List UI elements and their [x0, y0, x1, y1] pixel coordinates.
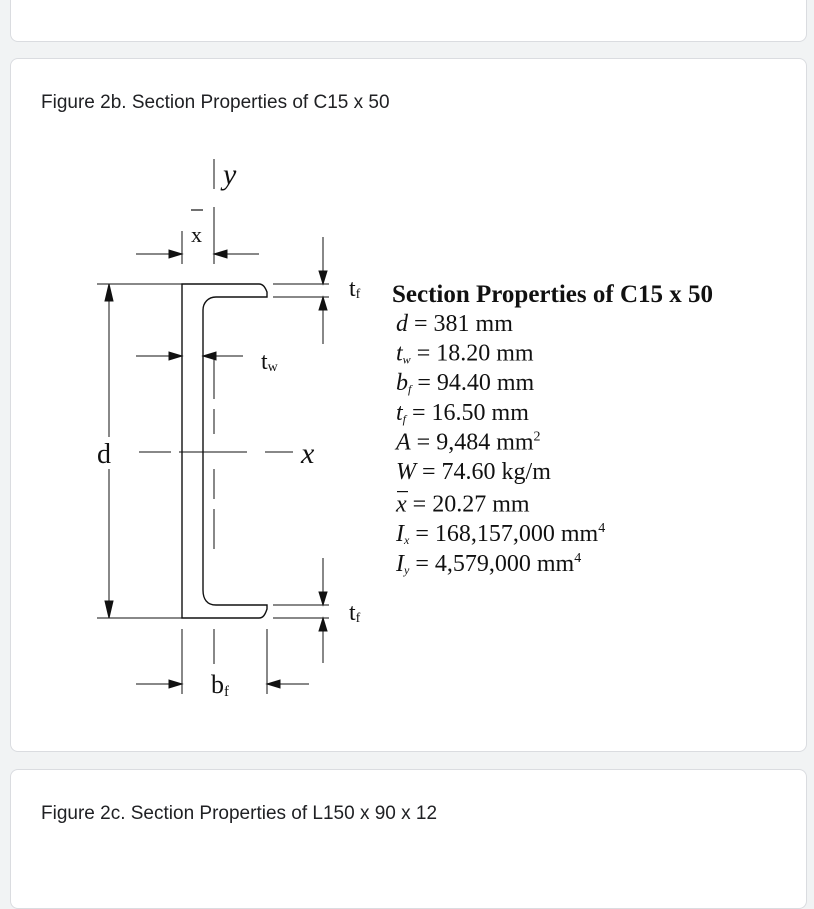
- property-value: = 4,579,000 mm: [409, 550, 575, 577]
- bf-label: bf: [211, 670, 229, 700]
- dimension-lines: [97, 159, 329, 694]
- property-row: [396, 311, 513, 337]
- property-symbol: I: [396, 550, 404, 577]
- figure-2b-card: [10, 58, 807, 752]
- depth-label: d: [97, 439, 111, 470]
- xbar-arrow-right: [214, 250, 227, 258]
- property-subscript: w: [402, 352, 411, 367]
- property-row: [395, 551, 581, 577]
- property-value: = 20.27 mm: [406, 491, 530, 518]
- property-superscript: 2: [533, 429, 541, 445]
- channel-outline: [182, 284, 267, 618]
- property-value: = 16.50 mm: [406, 399, 529, 426]
- property-row: [396, 459, 551, 485]
- property-symbol: W: [396, 459, 416, 485]
- property-row: [394, 429, 541, 455]
- property-symbol: b: [396, 370, 408, 397]
- figure-2c-card: [10, 769, 807, 909]
- property-symbol: t: [396, 399, 403, 426]
- figure-2b-diagram: [11, 59, 808, 753]
- property-row: [396, 400, 529, 426]
- property-row: [396, 370, 535, 396]
- tw-label: tw: [261, 349, 278, 375]
- figure-2b-title: Figure 2b. Section Properties of C15 x 50: [41, 92, 390, 113]
- property-row: [396, 341, 534, 367]
- tw-arrow-left: [169, 352, 182, 360]
- d-arrow-bottom: [105, 601, 113, 618]
- channel-shape: [182, 284, 267, 618]
- property-value: = 381 mm: [408, 311, 513, 337]
- property-superscript: 4: [598, 521, 606, 537]
- previous-card: [10, 0, 807, 42]
- x-axis-label: x: [301, 437, 315, 470]
- property-symbol: I: [396, 521, 404, 548]
- property-subscript: x: [404, 533, 410, 548]
- property-subscript: f: [402, 411, 407, 426]
- tf-top-arrow2: [319, 297, 327, 310]
- properties-list: [394, 311, 605, 577]
- tf-top-label: tf: [349, 276, 361, 302]
- tf-bottom-label: tf: [349, 600, 361, 626]
- bf-arrow-right: [267, 680, 280, 688]
- tf-bot-arrow2: [319, 618, 327, 631]
- tw-arrow-right: [203, 352, 216, 360]
- tf-top-arrow1: [319, 271, 327, 284]
- property-row: [395, 521, 605, 547]
- property-symbol: t: [396, 340, 403, 367]
- property-subscript: f: [408, 382, 412, 397]
- xbar-label: x: [191, 222, 202, 247]
- property-symbol: x: [396, 491, 407, 518]
- property-symbol: A: [396, 429, 411, 456]
- property-value: = 74.60 kg/m: [416, 459, 551, 485]
- d-arrow-top: [105, 284, 113, 301]
- bf-arrow-left: [169, 680, 182, 688]
- property-row: [395, 492, 530, 518]
- property-superscript: 4: [574, 550, 582, 566]
- channel-section-svg: [11, 59, 808, 753]
- property-symbol: d: [396, 311, 408, 337]
- property-value: = 18.20 mm: [410, 340, 534, 367]
- figure-2c-title: Figure 2c. Section Properties of L150 x 90 x 12: [41, 803, 438, 824]
- property-value: = 168,157,000 mm: [409, 521, 599, 548]
- y-axis-label: y: [223, 158, 237, 191]
- property-value: = 94.40 mm: [411, 370, 535, 397]
- properties-title: Section Properties of C15 x 50: [392, 281, 714, 308]
- property-value: = 9,484 mm: [410, 429, 534, 456]
- property-subscript: y: [404, 562, 410, 577]
- xbar-arrow-left: [169, 250, 182, 258]
- tf-bot-arrow1: [319, 592, 327, 605]
